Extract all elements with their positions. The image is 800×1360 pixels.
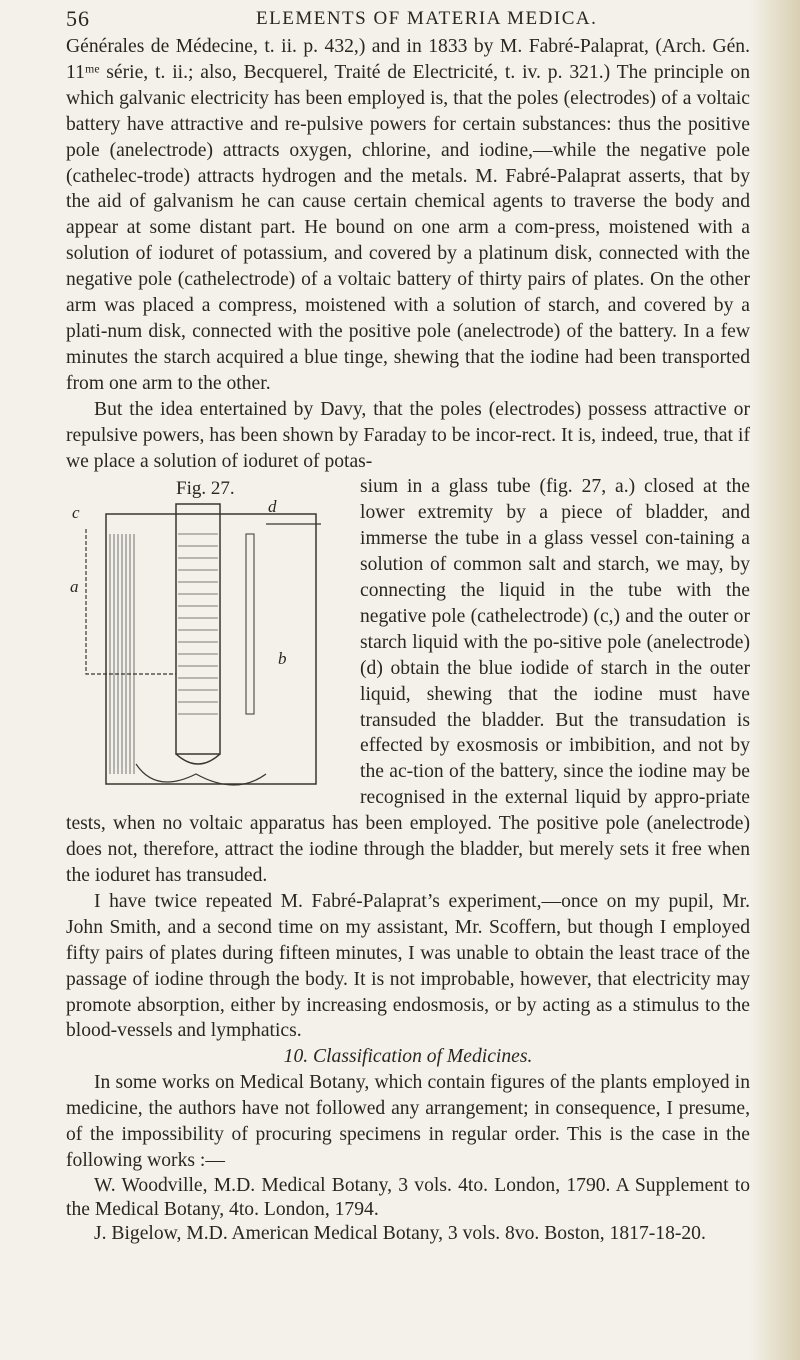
figure-caption: Fig. 27.	[176, 478, 235, 500]
label-d: d	[268, 497, 277, 517]
page-edge-shadow	[750, 0, 800, 1360]
paragraph-4: In some works on Medical Botany, which contain figures of the plants employed in medicine, the authors have not followed any arrangement; in consequence, I presume, of the impossibility of procuring specimens in regular order. This is the case in the following works :—	[66, 1072, 750, 1171]
reference-item: J. Bigelow, M.D. American Medical Botany, 3 vols. 8vo. Boston, 1817-18-20.	[94, 1222, 706, 1244]
figure-27	[66, 474, 346, 808]
reference-list	[66, 1174, 750, 1246]
running-title: ELEMENTS OF MATERIA MEDICA.	[256, 8, 598, 29]
page-number: 56	[66, 6, 90, 31]
inner-tube	[176, 504, 220, 754]
paragraph-3: I have twice repeated M. Fabré-Palaprat’s experiment,—once on my pupil, Mr. John Smith, and a second time on my assistant, Mr. Scoffern, but though I employed fifty pairs of plates during fifteen minutes, I was unable to obtain the least trace of the passage of iodine through the body. It is not improbable, however, that electricity may promote absorption, either by increasing endosmosis, or by acting as a stimulus to the blood-vessels and lymphatics.	[66, 890, 750, 1042]
paragraph-1: Générales de Médecine, t. ii. p. 432,) and in 1833 by M. Fabré-Palaprat, (Arch. Gén. 11ᵐᵉ série, t. ii.; also, Becquerel, Traité de Electricité, t. iv. p. 321.) The principle on which galvanic electricity has been employed is, that the poles (electrodes) of a voltaic battery have attractive and re-pulsive powers for certain substances: thus the positive pole (anelectrode) attracts oxygen, chlorine, and iodine,—while the negative pole (cathelec-trode) attracts hydrogen and the metals. M. Fabré-Palaprat asserts, that by the aid of galvanism he can cause certain chemical agents to traverse the body and appear at some distant part. He bound on one arm a com-press, moistened with a solution of ioduret of potassium, and covered by a platinum disk, connected with the negative pole (cathelectrode) of a voltaic battery of thirty pairs of plates. On the other arm was placed a compress, moistened with a solution of starch, and covered by a plati-num disk, connected with the positive pole (anelectrode) of the battery. In a few minutes the starch acquired a blue tinge, shewing that the iodine had been transported from one arm to the other.	[66, 36, 750, 394]
vessel-base	[136, 764, 266, 785]
electrode-plate	[246, 534, 254, 714]
paragraph-2-start: But the idea entertained by Davy, that the poles (electrodes) possess attractive or repulsive powers, has been shown by Faraday to be incor-rect. It is, indeed, true, that if we place a solution of ioduret of potas-	[66, 398, 750, 472]
bladder	[176, 754, 220, 764]
wire-c	[86, 529, 176, 674]
outer-vessel-shading	[110, 534, 134, 774]
body-text	[66, 34, 750, 1246]
label-c: c	[72, 503, 80, 523]
paragraph-2-wrap: sium in a glass tube (fig. 27, a.) closed at the lower extremity by a piece of bladder, and immerse the tube in a glass vessel con-taining a solution of common salt and starch, we may, by connecting the liquid in the tube with the negative pole (cathelectrode) (c,) and the outer or starch liquid with the po-sitive pole (anelectrode) (d) obtain the blue iodide of starch in the outer liquid, shewing that the iodine must have transuded the bladder. But the transudation is effected by exosmosis or imbibition, and not by the ac-tion of the battery, since the iodine may be recognised in the external liquid by appro-priate tests, when no voltaic apparatus has been employed. The positive pole (anelectrode) does not, therefore, attract the iodine through the bladder, but merely sets it free when the ioduret has transuded.	[66, 476, 750, 886]
reference-item: W. Woodville, M.D. Medical Botany, 3 vols. 4to. London, 1790. A Supplement to the Medical Botany, 4to. London, 1794.	[66, 1174, 750, 1220]
galvanic-apparatus-illustration	[66, 474, 346, 808]
label-a: a	[70, 577, 79, 597]
section-title: 10. Classification of Medicines.	[283, 1046, 533, 1068]
page-header	[66, 6, 746, 36]
label-b: b	[278, 649, 287, 669]
inner-tube-hatching	[178, 534, 218, 714]
